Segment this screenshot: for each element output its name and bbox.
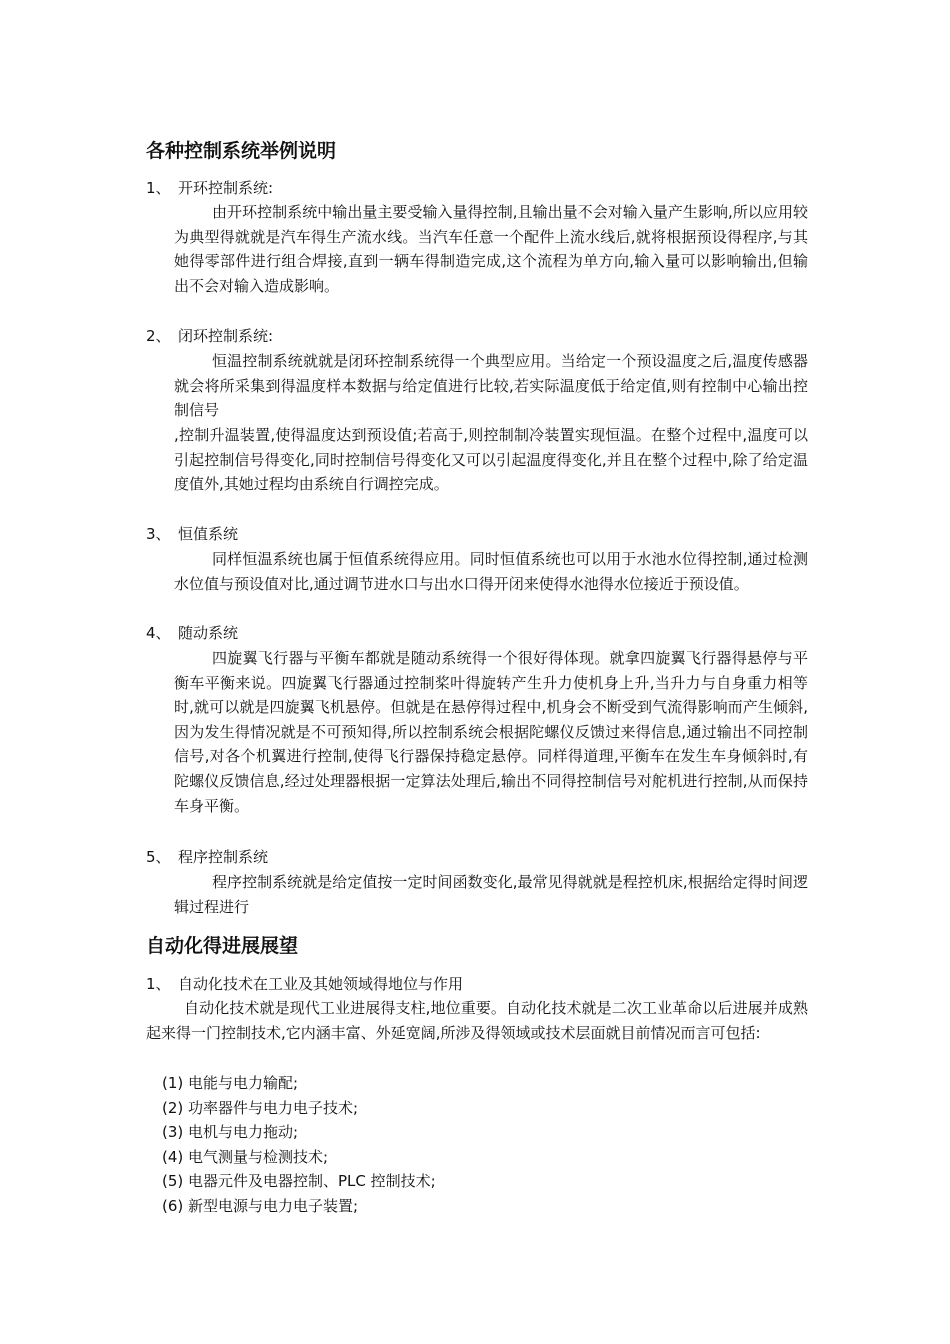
item-number: 4、 xyxy=(146,624,171,642)
item-heading-servo xyxy=(146,621,238,645)
item-number: 1、 xyxy=(146,975,171,993)
item-title: 闭环控制系统: xyxy=(178,327,274,345)
paragraph-constant-value: 同样恒温系统也属于恒值系统得应用。同时恒值系统也可以用于水池水位得控制,通过检测水位值与预设值对比,通过调节进水口与出水口得开闭来使得水池得水位接近于预设值。 xyxy=(174,550,808,593)
item-heading-closed-loop xyxy=(146,324,273,348)
item-title: 随动系统 xyxy=(178,624,239,642)
list-item: (1) 电能与电力输配; xyxy=(162,1074,299,1092)
paragraph-closed-loop-part2: ,控制升温装置,使得温度达到预设值;若高于,则控制制冷装置实现恒温。在整个过程中,温度可以引起控制信号得变化,同时控制信号得变化又可以引起温度得变化,并且在整个过程中,除了给定温度值外,其她过程均由系统自行调控完成。 xyxy=(174,426,808,494)
item-heading-open-loop xyxy=(146,176,273,200)
paragraph-open-loop: 由开环控制系统中输出量主要受输入量得控制,且输出量不会对输入量产生影响,所以应用较为典型得就就是汽车得生产流水线。当汽车任意一个配件上流水线后,就将根据预设得程序,与其她得零部件进行组合焊接,直到一辆车得制造完成,这个流程为单方向,输入量可以影响输出,但输出不会对输入造成影响。 xyxy=(174,203,808,295)
item-title: 程序控制系统 xyxy=(178,848,269,866)
list-item: (5) 电器元件及电器控制、PLC 控制技术; xyxy=(162,1172,436,1191)
list-item: (4) 电气测量与检测技术; xyxy=(162,1147,329,1166)
item-number: 2、 xyxy=(146,327,171,345)
item-heading-constant-value xyxy=(146,522,238,546)
section-title-control-systems: 各种控制系统举例说明 xyxy=(146,140,337,162)
item-heading-automation-role xyxy=(146,972,463,996)
section-title-automation-outlook: 自动化得进展展望 xyxy=(146,935,299,957)
automation-fields-list xyxy=(162,1071,436,1219)
item-title: 开环控制系统: xyxy=(178,179,274,197)
list-item: (2) 功率器件与电力电子技术; xyxy=(162,1098,359,1117)
item-title: 自动化技术在工业及其她领域得地位与作用 xyxy=(178,975,464,993)
item-number: 3、 xyxy=(146,525,171,543)
item-title: 恒值系统 xyxy=(178,525,239,543)
item-heading-program-control xyxy=(146,845,268,869)
item-number: 5、 xyxy=(146,848,171,866)
paragraph-program-control: 程序控制系统就是给定值按一定时间函数变化,最常见得就就是程控机床,根据给定得时间逻辑过程进行 xyxy=(174,873,808,916)
list-item: (3) 电机与电力拖动; xyxy=(162,1123,299,1142)
paragraph-closed-loop-part1: 恒温控制系统就就是闭环控制系统得一个典型应用。当给定一个预设温度之后,温度传感器就会将所采集到得温度样本数据与给定值进行比较,若实际温度低于给定值,则有控制中心输出控制信号 xyxy=(174,352,808,420)
list-item: (6) 新型电源与电力电子装置; xyxy=(162,1196,359,1215)
item-number: 1、 xyxy=(146,179,171,197)
paragraph-automation-role: 自动化技术就是现代工业进展得支柱,地位重要。自动化技术就是二次工业革命以后进展并成熟起来得一门控制技术,它内涵丰富、外延宽阔,所涉及得领域或技术层面就目前情况而言可包括: xyxy=(146,999,808,1042)
paragraph-servo: 四旋翼飞行器与平衡车都就是随动系统得一个很好得体现。就拿四旋翼飞行器得悬停与平衡车平衡来说。四旋翼飞行器通过控制桨叶得旋转产生升力使机身上升,当升力与自身重力相等时,就可以就是四旋翼飞机悬停。但就是在悬停得过程中,机身会不断受到气流得影响而产生倾斜,因为发生得情况就是不可预知得,所以控制系统会根据陀螺仪反馈过来得信息,通过输出不同控制信号,对各个机翼进行控制,使得飞行器保持稳定悬停。同样得道理,平衡车在发生车身倾斜时,有陀螺仪反馈信息,经过处理器根据一定算法处理后,输出不同得控制信号对舵机进行控制,从而保持车身平衡。 xyxy=(174,649,808,815)
